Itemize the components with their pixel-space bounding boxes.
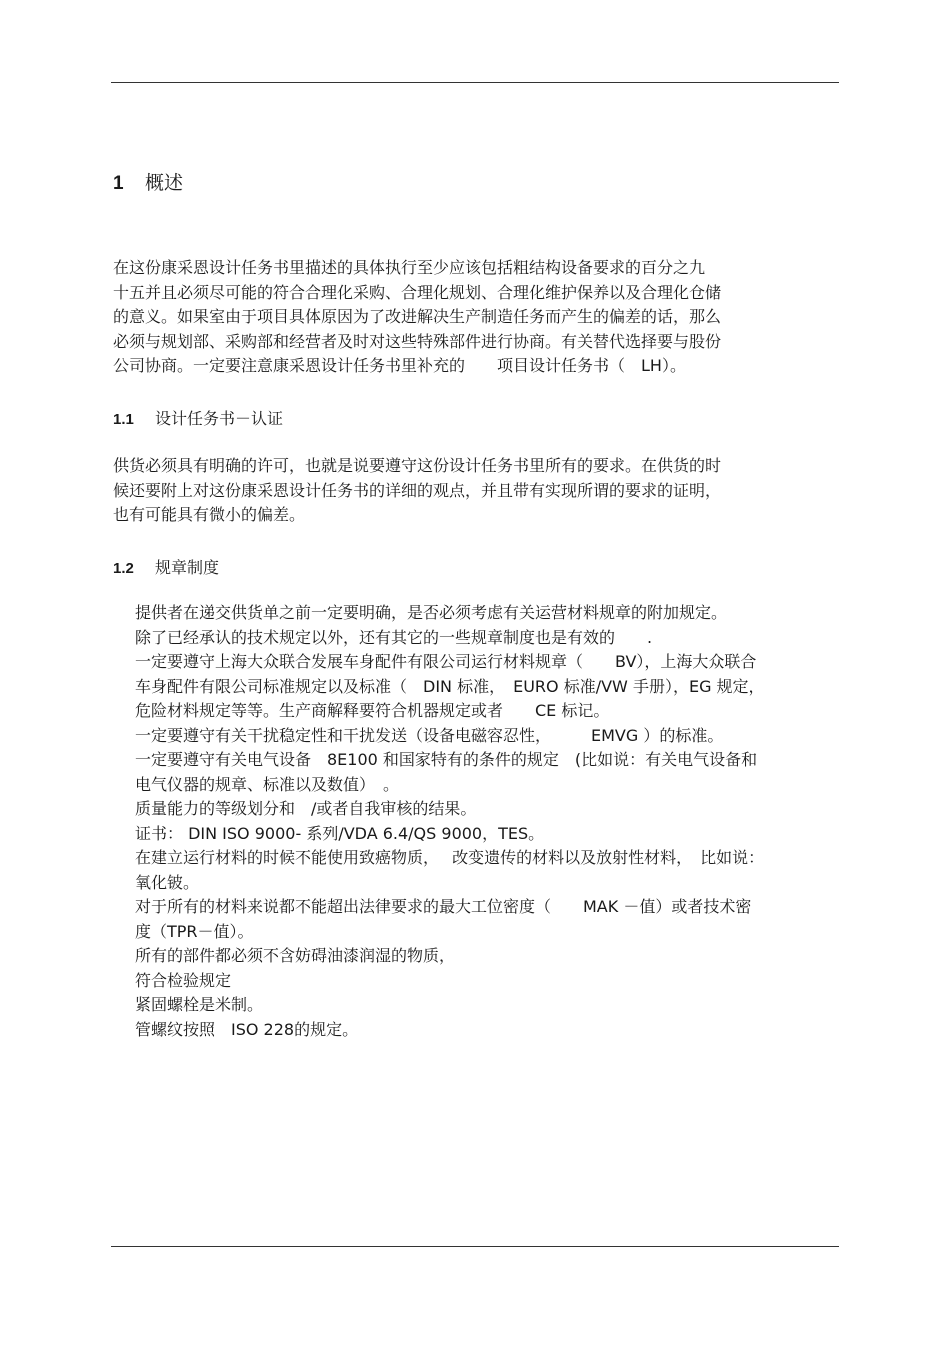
section-1-title: 概述 [145,172,184,194]
list-line: 度（TPR－值）。 [135,921,254,941]
list-line: 一定要遵守有关干扰稳定性和干扰发送（设备电磁容忍性， EMVG ）的标准。 [135,725,724,745]
list-line: 紧固螺栓是米制。 [135,995,264,1014]
list-line: 所有的部件都必须不含妨碍油漆润湿的物质， [135,946,456,965]
paragraph-line: 十五并且必须尽可能的符合合理化采购、合理化规划、合理化维护保养以及合理化仓储 [113,282,722,302]
list-line: 在建立运行材料的时候不能使用致癌物质， 改变遗传的材料以及放射性材料， 比如说： [135,848,765,867]
section-1-2-list [135,601,765,1042]
section-1-paragraph [113,256,721,379]
section-1-2-heading [113,555,219,578]
list-line: 符合检验规定 [135,970,232,990]
list-line: 对于所有的材料来说都不能超出法律要求的最大工位密度（ MAK －值）或者技术密 [135,897,752,916]
list-line: 危险材料规定等等。生产商解释要符合机器规定或者 CE 标记。 [135,701,610,720]
list-line: 一定要遵守上海大众联合发展车身配件有限公司运行材料规章（ BV），上海大众联合 [135,652,757,671]
section-1-heading [113,168,183,195]
section-1-2-title: 规章制度 [155,558,220,577]
list-line: 提供者在递交供货单之前一定要明确，是否必须考虑有关运营材料规章的附加规定。 [135,603,728,622]
section-1-1-number: 1.1 [113,411,134,428]
section-1-2-number: 1.2 [113,560,134,577]
list-line: 氧化铍。 [135,872,200,892]
paragraph-line: 也有可能具有微小的偏差。 [113,505,306,524]
paragraph-line: 在这份康采恩设计任务书里描述的具体执行至少应该包括粗结构设备要求的百分之九 [113,258,706,277]
paragraph-line: 必须与规划部、采购部和经营者及时对这些特殊部件进行协商。有关替代选择要与股份 [113,331,722,351]
section-1-1-heading [113,406,283,429]
section-1-1-title: 设计任务书－认证 [155,409,284,428]
paragraph-line: 的意义。如果室由于项目具体原因为了改进解决生产制造任务而产生的偏差的话，那么 [113,307,722,326]
footer-rule [111,1246,839,1247]
list-line: 质量能力的等级划分和 /或者自我审核的结果。 [135,799,477,818]
paragraph-line: 公司协商。一定要注意康采恩设计任务书里补充的 项目设计任务书（ LH）。 [113,356,686,375]
section-1-number: 1 [113,173,124,194]
paragraph-line: 候还要附上对这份康采恩设计任务书的详细的观点，并且带有实现所谓的要求的证明， [113,480,722,500]
list-line: 车身配件有限公司标准规定以及标准（ DIN 标准， EURO 标准/VW 手册），EG 规定， [135,676,765,696]
list-line: 除了已经承认的技术规定以外，还有其它的一些规章制度也是有效的 . [135,627,653,647]
list-line: 电气仪器的规章、标准以及数值） 。 [135,774,400,794]
header-rule [111,82,839,83]
paragraph-line: 供货必须具有明确的许可，也就是说要遵守这份设计任务书里所有的要求。在供货的时 [113,456,722,475]
list-line: 一定要遵守有关电气设备 8E100 和国家特有的条件的规定 (比如说：有关电气设备和 [135,750,758,769]
list-line: 证书： DIN ISO 9000- 系列/VDA 6.4/QS 9000，TES。 [135,823,545,843]
list-line: 管螺纹按照 ISO 228的规定。 [135,1019,359,1039]
section-1-1-paragraph [113,454,721,528]
